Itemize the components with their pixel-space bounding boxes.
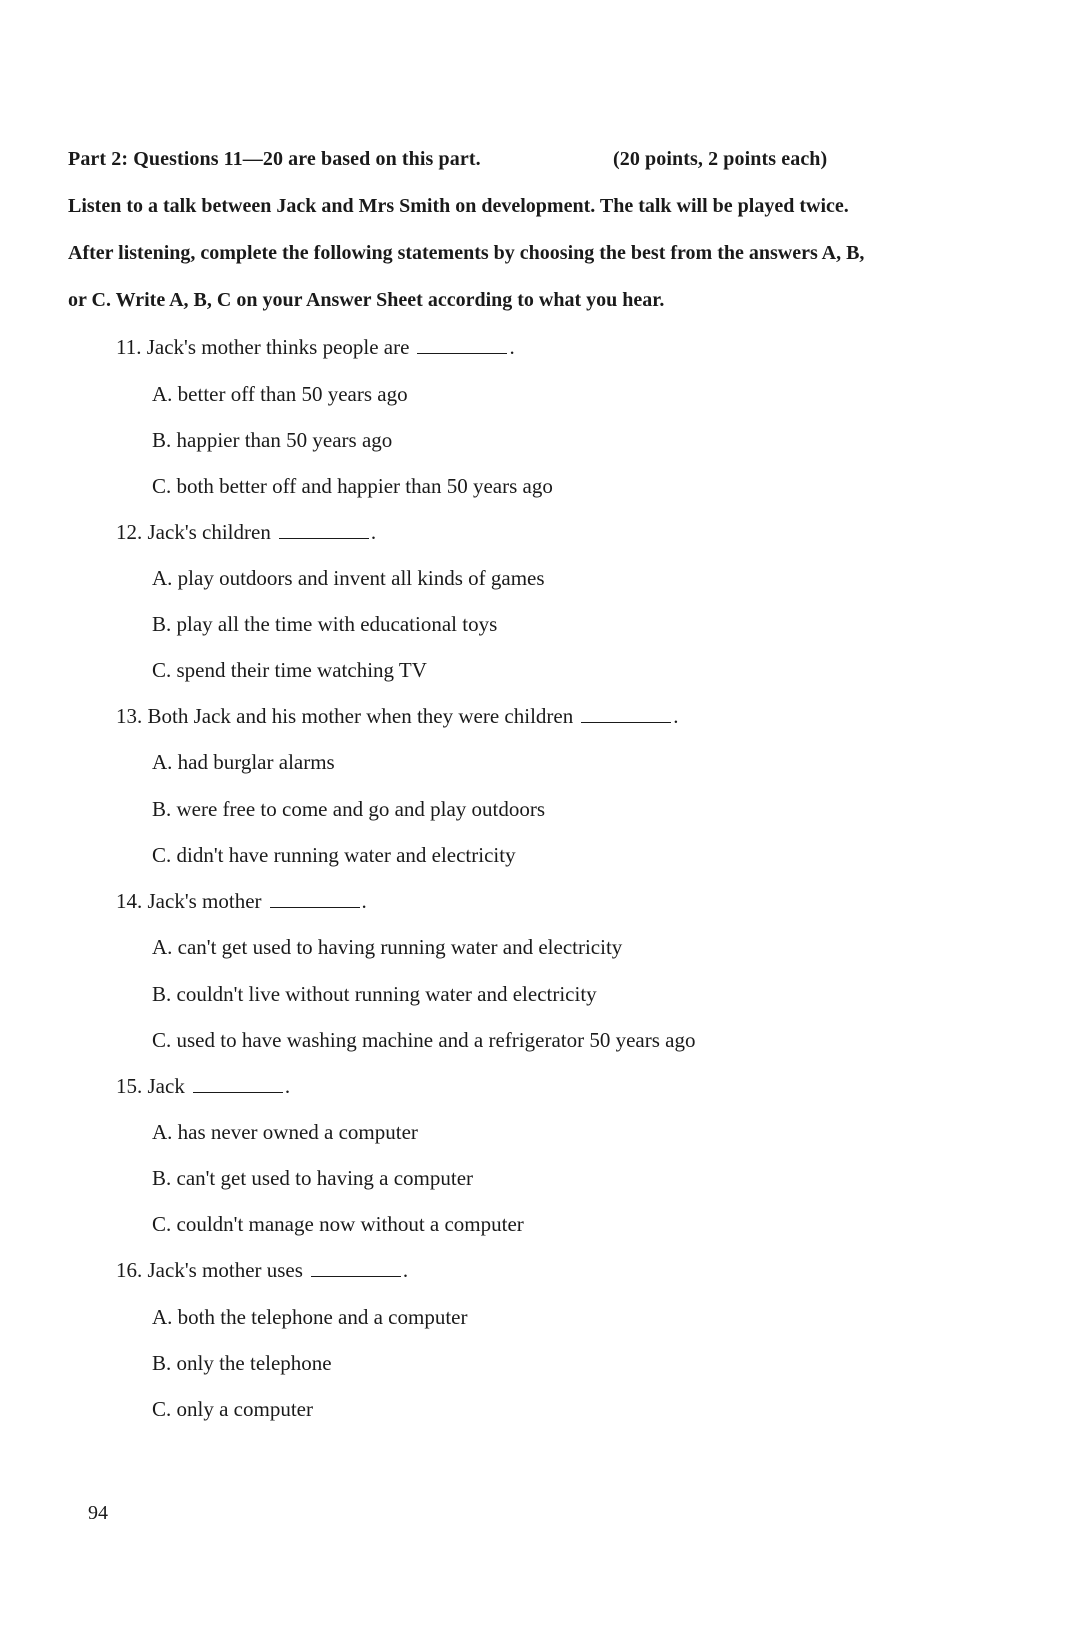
part-label: Part 2: Questions 11—20 are based on this part. — [68, 148, 481, 170]
question-stem: 16. Jack's mother uses — [116, 1258, 303, 1282]
option-12c: C. spend their time watching TV — [152, 658, 427, 682]
answer-blank — [581, 704, 671, 723]
option-11b: B. happier than 50 years ago — [152, 428, 393, 452]
question-stem: 15. Jack — [116, 1074, 185, 1098]
option-15c: C. couldn't manage now without a computer — [152, 1212, 524, 1236]
option-15a: A. has never owned a computer — [152, 1120, 418, 1144]
option-12a: A. play outdoors and invent all kinds of games — [152, 566, 545, 590]
option-14c: C. used to have washing machine and a refrigerator 50 years ago — [152, 1028, 696, 1052]
option-16b: B. only the telephone — [152, 1351, 332, 1375]
question-15 — [116, 1074, 290, 1099]
answer-blank — [417, 335, 507, 354]
answer-blank — [279, 520, 369, 539]
period: . — [509, 335, 515, 359]
question-12 — [116, 520, 376, 545]
period: . — [673, 704, 679, 728]
period: . — [361, 889, 367, 913]
question-stem: 13. Both Jack and his mother when they were children — [116, 704, 574, 728]
option-13b: B. were free to come and go and play outdoors — [152, 797, 546, 821]
option-14b: B. couldn't live without running water and electricity — [152, 982, 597, 1006]
answer-blank — [270, 889, 360, 908]
instruction-line-1: Listen to a talk between Jack and Mrs Smith on development. The talk will be played twice. — [68, 195, 849, 217]
instruction-line-3: or C. Write A, B, C on your Answer Sheet according to what you hear. — [68, 289, 665, 311]
question-13 — [116, 704, 678, 729]
option-13c: C. didn't have running water and electricity — [152, 843, 516, 867]
option-16a: A. both the telephone and a computer — [152, 1305, 468, 1329]
answer-blank — [311, 1258, 401, 1277]
points-label: (20 points, 2 points each) — [613, 148, 828, 170]
period: . — [402, 1258, 409, 1282]
period: . — [370, 520, 377, 544]
answer-blank — [193, 1074, 283, 1093]
option-16c: C. only a computer — [152, 1397, 313, 1421]
page-number: 94 — [88, 1502, 108, 1524]
part-header — [68, 148, 828, 171]
question-14 — [116, 889, 367, 914]
option-11a: A. better off than 50 years ago — [152, 382, 408, 406]
question-16 — [116, 1258, 408, 1283]
option-12b: B. play all the time with educational toys — [152, 612, 498, 636]
option-15b: B. can't get used to having a computer — [152, 1166, 474, 1190]
instruction-line-2: After listening, complete the following statements by choosing the best from the answers A, B, — [68, 242, 865, 264]
option-11c: C. both better off and happier than 50 years ago — [152, 474, 553, 498]
question-stem: 12. Jack's children — [116, 520, 271, 544]
question-11 — [116, 335, 515, 360]
option-13a: A. had burglar alarms — [152, 750, 335, 774]
option-14a: A. can't get used to having running water and electricity — [152, 935, 623, 959]
question-stem: 11. Jack's mother thinks people are — [116, 335, 410, 359]
period: . — [284, 1074, 291, 1098]
question-stem: 14. Jack's mother — [116, 889, 262, 913]
